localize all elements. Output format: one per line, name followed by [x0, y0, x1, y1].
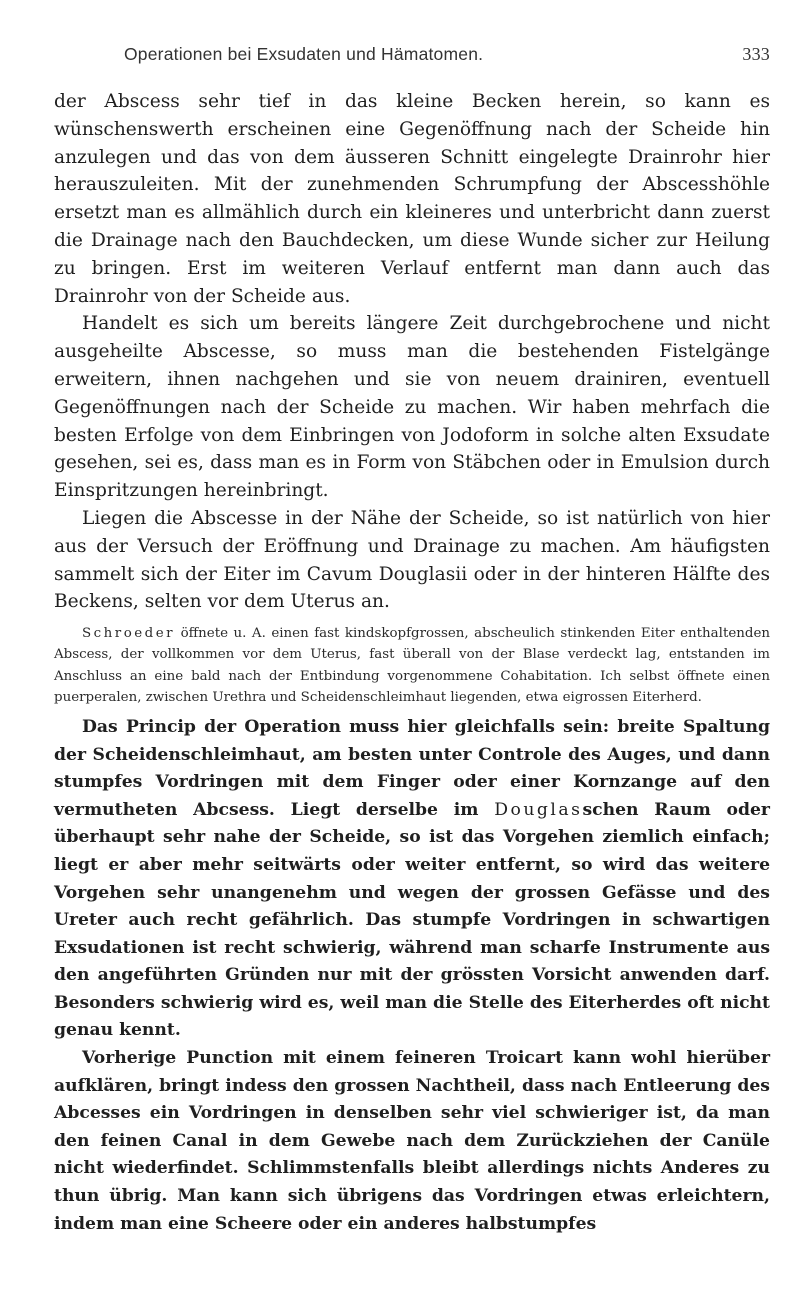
note-text: öffnete u. A. einen fast kindskopfgrossen, abscheulich stinkenden Eiter enthaltenden Abscess, der vollkommen vor dem Uterus, fast überall von der Blase verdeckt lag, entstanden im Anschluss an eine bald nach der Entbindung vorgenommene Cohabitation. Ich selbst öffnete einen puerperalen, zwischen Urethra und Scheidenschleimhaut liegenden, etwa eigrossen Eiterherd. [54, 626, 770, 705]
paragraph-2: Handelt es sich um bereits längere Zeit durchgebrochene und nicht ausgeheilte Abscesse, so muss man die bestehenden Fistelgänge erweitern, ihnen nachgehen und sie von neuem drainiren, eventuell Gegenöffnungen nach der Scheide zu machen. Wir haben mehrfach die besten Erfolge von dem Einbringen von Jodoform in solche alten Exsudate gesehen, sei es, dass man es in Form von Stäbchen oder in Emulsion durch Einspritzungen hereinbringt. [54, 313, 770, 502]
note-author: Schroeder [82, 626, 176, 642]
running-title: Operationen bei Exsudaten und Hämatomen. [124, 44, 484, 64]
douglas-name: Douglas [494, 799, 583, 820]
small-print-note [54, 623, 770, 708]
paragraph-5: Vorherige Punction mit einem feineren Troicart kann wohl hierüber aufklären, bringt indess den grossen Nachtheil, dass nach Entleerung des Abcesses ein Vordringen in denselben sehr viel schwieriger ist, da man den feinen Canal in dem Gewebe nach dem Zurückziehen der Canüle nicht wiederfindet. Schlimmstenfalls bleibt allerdings nichts Anderes zu thun übrig. Man kann sich übrigens das Vordringen etwas erleichtern, indem man eine Scheere oder ein anderes halbstumpfes [54, 1048, 770, 1234]
paragraph-4-part-a: Das Princip der Operation muss hier gleichfalls sein: breite Spaltung der Scheidenschleimhaut, am besten unter Controle des Auges, und dann stumpfes Vordringen mit dem Finger oder einer Kornzange auf den vermutheten Abcsess. Liegt derselbe im [54, 716, 770, 820]
page-number: 333 [742, 44, 770, 64]
paragraph-1: der Abscess sehr tief in das kleine Becken herein, so kann es wünschenswerth erscheinen eine Gegenöffnung nach der Scheide hin anzulegen und das von dem äusseren Schnitt eingelegte Drainrohr hier herauszuleiten. Mit der zunehmenden Schrumpfung der Abscesshöhle ersetzt man es allmählich durch ein kleineres und unterbricht dann zuerst die Drainage nach den Bauchdecken, um diese Wunde sicher zur Heilung zu bringen. Erst im weiteren Verlauf entfernt man dann auch das Drainrohr von der Scheide aus. [54, 91, 770, 307]
paragraph-4 [54, 714, 770, 1045]
book-page [54, 0, 770, 1238]
running-head [54, 44, 770, 84]
paragraph-3: Liegen die Abscesse in der Nähe der Scheide, so ist natürlich von hier aus der Versuch der Eröffnung und Drainage zu machen. Am häufigsten sammelt sich der Eiter im Cavum Douglasii oder in der hinteren Hälfte des Beckens, selten vor dem Uterus an. [54, 507, 770, 613]
paragraph-4-part-b: schen Raum oder überhaupt sehr nahe der Scheide, so ist das Vorgehen ziemlich einfach; liegt er aber mehr seitwärts oder weiter entfernt, so wird das weitere Vorgehen sehr unangenehm und wegen der grossen Gefässe und des Ureter auch recht gefährlich. Das stumpfe Vordringen in schwartigen Exsudationen ist recht schwierig, während man scharfe Instrumente aus den angeführten Gründen nur mit der grössten Vorsicht anwenden darf. Besonders schwierig wird es, weil man die Stelle des Eiterherdes oft nicht genau kennt. [54, 799, 770, 1041]
